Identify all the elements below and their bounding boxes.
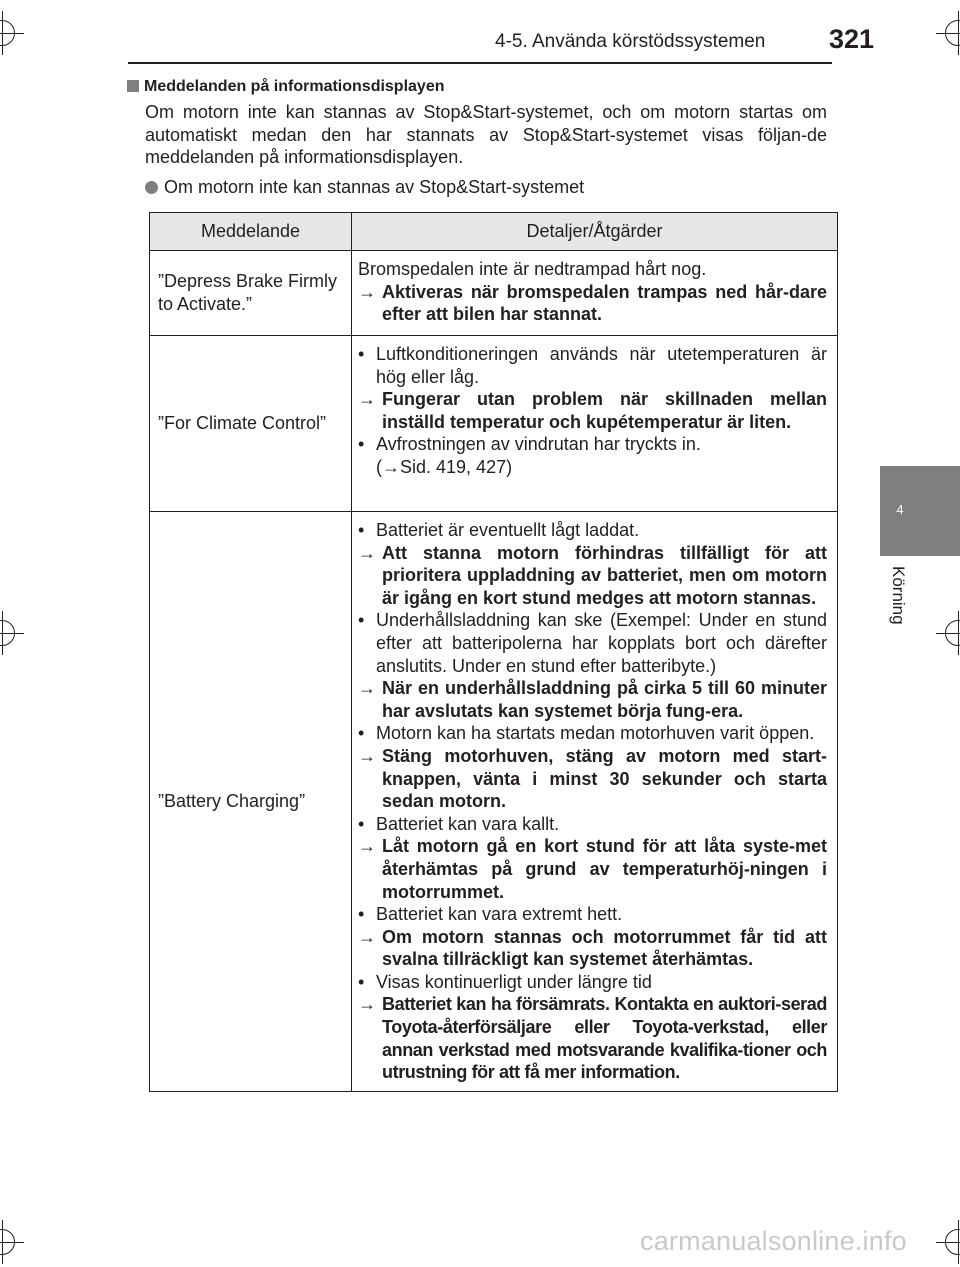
detail-bullet: • Motorn kan ha startats medan motorhuven varit öppen.	[358, 723, 815, 744]
action-item: → När en underhållsladdning på cirka 5 till 60 minuter har avslutats kan systemet börja fung-era.	[358, 678, 827, 721]
registration-mark-icon	[0, 1229, 15, 1255]
intro-paragraph: Om motorn inte kan stannas av Stop&Start-systemet, och om motorn startas om automatiskt medan den har stannats av Stop&Start-systemet visas följan-de meddelanden på informationsdisplayen.	[145, 102, 827, 167]
message-cell: ”Depress Brake Firmly to Activate.”	[150, 251, 352, 336]
message-cell: ”Battery Charging”	[150, 512, 352, 1092]
action-item: → Aktiveras när bromspedalen trampas ned hår-dare efter att bilen har stannat.	[358, 281, 827, 325]
detail-text: Bromspedalen inte är nedtrampad hårt nog.	[358, 259, 707, 279]
table-row	[150, 251, 838, 336]
action-item: → Batteriet kan ha försämrats. Kontakta en auktori-serad Toyota-återförsäljare eller Toyota-verkstad, eller annan verkstad med motsvarande kvalifika-tioner och utrustning för att få mer information.	[358, 994, 827, 1083]
message-table	[149, 212, 838, 1092]
section-title: 4-5. Använda körstödssystemen	[495, 31, 766, 52]
header-rule	[128, 62, 832, 64]
column-header-message: Meddelande	[150, 213, 352, 251]
action-item: → Fungerar utan problem när skillnaden mellan inställd temperatur och kupétemperatur är liten.	[358, 389, 827, 432]
detail-bullet: • Underhållsladdning kan ske (Exempel: Under en stund efter att batteripolerna har kopplats bort och därefter anslutits. Under en stund efter batteribyte.)	[358, 610, 827, 676]
detail-bullet: • Batteriet är eventuellt lågt laddat.	[358, 520, 640, 540]
arrow-right-icon: →	[358, 281, 376, 302]
registration-mark-icon	[0, 620, 15, 646]
registration-mark-icon	[945, 1229, 960, 1255]
message-cell: ”For Climate Control”	[150, 336, 352, 512]
arrow-right-icon: →	[358, 389, 376, 410]
action-item: → Om motorn stannas och motorrummet får tid att svalna tillräckligt kan systemet återhämtas.	[358, 926, 827, 970]
detail-bullet: • Batteriet kan vara kallt.	[358, 813, 560, 834]
details-cell	[352, 336, 838, 512]
registration-mark-icon	[945, 20, 960, 46]
table-row	[150, 512, 838, 1092]
details-cell	[352, 512, 838, 1092]
arrow-right-icon: →	[382, 456, 400, 477]
arrow-right-icon: →	[358, 678, 376, 699]
details-cell	[352, 251, 838, 336]
arrow-right-icon: →	[358, 926, 376, 947]
action-item: → Att stanna motorn förhindras tillfälligt för att prioritera uppladdning av batteriet, men om motorn är igång en kort stund medges att motorn stannas.	[358, 542, 827, 608]
detail-bullet: • Luftkonditioneringen används när utetemperaturen är hög eller låg.	[358, 344, 827, 387]
arrow-right-icon: →	[358, 745, 376, 766]
detail-bullet: • Avfrostningen av vindrutan har tryckts in.	[358, 434, 701, 455]
page-reference: (→Sid. 419, 427)	[376, 456, 513, 477]
chapter-label: Körning	[889, 566, 908, 625]
sub-heading: Om motorn inte kan stannas av Stop&Start-systemet	[145, 177, 584, 198]
registration-mark-icon	[945, 620, 960, 646]
chapter-number: 4	[896, 502, 904, 517]
arrow-right-icon: →	[358, 542, 376, 563]
square-bullet-icon	[127, 80, 139, 92]
column-header-details: Detaljer/Åtgärder	[352, 213, 838, 251]
watermark: carmanualsonline.info	[640, 1226, 907, 1256]
action-item: → Låt motorn gå en kort stund för att låta syste-met återhämtas på grund av temperaturhöj-ningen i motorrummet.	[358, 836, 827, 902]
detail-bullet: • Visas kontinuerligt under längre tid	[358, 971, 652, 992]
section-heading: Meddelanden på informationsdisplayen	[127, 78, 445, 96]
round-bullet-icon	[145, 181, 158, 194]
page-number: 321	[829, 24, 875, 54]
detail-bullet: • Batteriet kan vara extremt hett.	[358, 904, 623, 925]
table-header-row	[150, 213, 838, 251]
arrow-right-icon: →	[358, 994, 376, 1015]
registration-mark-icon	[0, 20, 15, 46]
arrow-right-icon: →	[358, 836, 376, 857]
action-item: → Stäng motorhuven, stäng av motorn med start-knappen, vänta i minst 30 sekunder och starta sedan motorn.	[358, 745, 827, 812]
table-row	[150, 336, 838, 512]
